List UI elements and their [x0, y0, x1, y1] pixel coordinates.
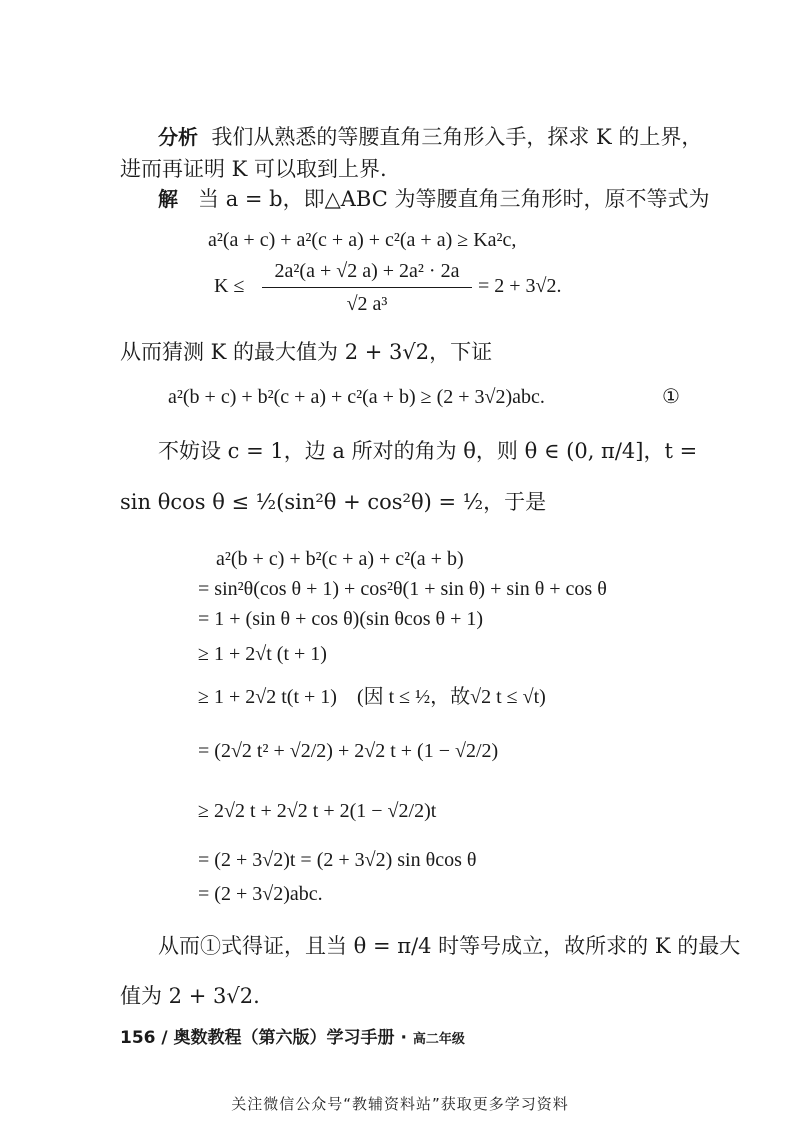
main-inequality: a²(b + c) + b²(c + a) + c²(a + b) ≥ (2 + 3√2)abc.: [168, 386, 545, 408]
assumption-line-2: sin θcos θ ≤ ½(sin²θ + cos²θ) = ½，于是: [120, 490, 547, 514]
chain-line-5: ≥ 1 + 2√2 t(t + 1) (因 t ≤ ½，故√2 t ≤ √t): [198, 686, 546, 708]
watermark-text: 关注微信公众号“教辅资料站”获取更多学习资料: [231, 1095, 569, 1113]
book-title: / 奥数教程（第六版）学习手册 ·: [161, 1028, 407, 1048]
grade-label: 高二年级: [412, 1032, 465, 1047]
equation-2-rhs: = 2 + 3√2.: [478, 275, 562, 297]
equation-2-lhs: K ≤: [214, 275, 245, 297]
analysis-line-2: 进而再证明 K 可以取到上界.: [120, 157, 387, 181]
chain-line-7: ≥ 2√2 t + 2√2 t + 2(1 − √2/2)t: [198, 800, 437, 822]
equation-2-denominator: √2 a³: [346, 293, 388, 315]
solution-label: 解: [158, 187, 178, 211]
equation-tag-1: ①: [662, 384, 680, 408]
conclusion-line-2: 值为 2 + 3√2.: [120, 984, 260, 1008]
chain-line-8: = (2 + 3√2)t = (2 + 3√2) sin θcos θ: [198, 849, 477, 871]
assumption-line-1: 不妨设 c = 1，边 a 所对的角为 θ，则 θ ∈ (0, π/4]，t =: [158, 439, 698, 463]
analysis-label: 分析: [158, 125, 198, 149]
equation-2-numerator: 2a²(a + √2 a) + 2a² · 2a: [274, 260, 460, 282]
chain-line-3: = 1 + (sin θ + cos θ)(sin θcos θ + 1): [198, 608, 484, 630]
solution-intro-text: 当 a = b，即△ABC 为等腰直角三角形时，原不等式为: [198, 187, 710, 211]
chain-line-4: ≥ 1 + 2√t (t + 1): [198, 643, 327, 665]
chain-line-1: a²(b + c) + b²(c + a) + c²(a + b): [216, 548, 464, 570]
analysis-text-1: 我们从熟悉的等腰直角三角形入手，探求 K 的上界，: [211, 125, 703, 149]
guess-line: 从而猜测 K 的最大值为 2 + 3√2，下证: [120, 340, 493, 364]
page-number: 156: [120, 1028, 156, 1048]
page-footer: [120, 1023, 465, 1048]
fraction-bar: [262, 287, 472, 288]
analysis-line-1: [158, 123, 702, 151]
equation-1: a²(a + c) + a²(c + a) + c²(a + a) ≥ Ka²c,: [208, 229, 517, 251]
solution-intro: [158, 185, 710, 213]
conclusion-line-1: 从而①式得证，且当 θ = π/4 时等号成立，故所求的 K 的最大: [158, 934, 741, 958]
chain-line-9: = (2 + 3√2)abc.: [198, 883, 323, 905]
chain-line-2: = sin²θ(cos θ + 1) + cos²θ(1 + sin θ) + sin θ + cos θ: [198, 578, 607, 600]
chain-line-6: = (2√2 t² + √2/2) + 2√2 t + (1 − √2/2): [198, 740, 499, 762]
